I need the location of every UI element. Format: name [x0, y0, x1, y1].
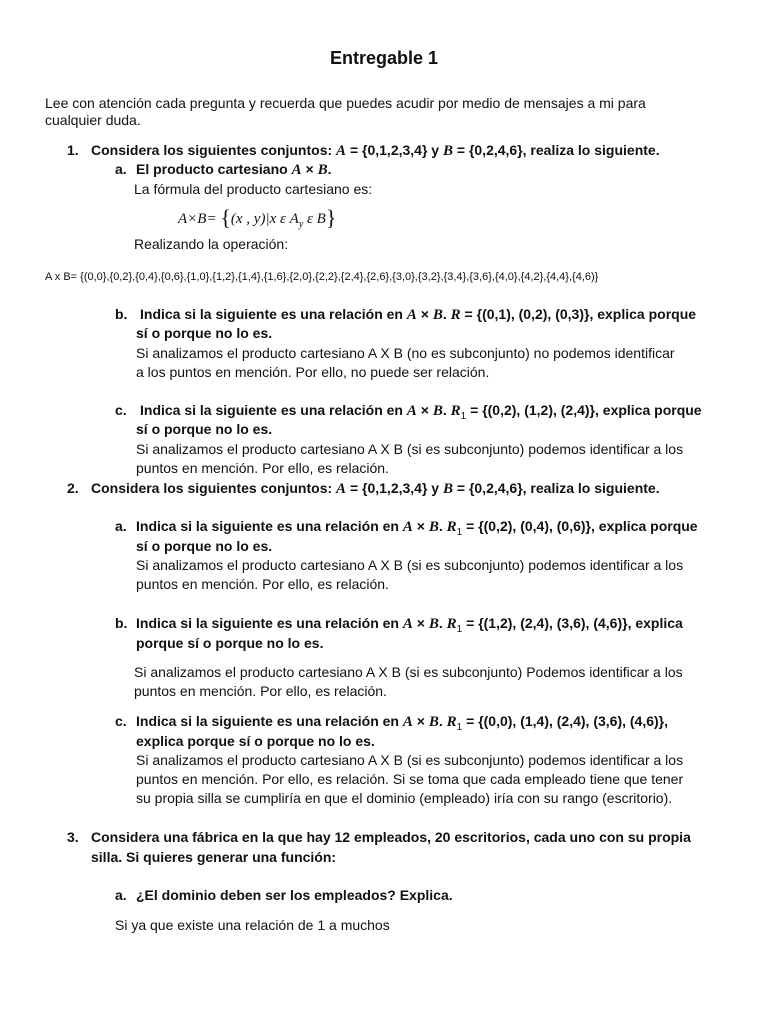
q1b-letter: b.	[115, 306, 128, 322]
q2b-answer-line-2: puntos en mención. Por ello, es relación.	[134, 683, 387, 699]
q1c-letter: c.	[115, 402, 127, 418]
q2c-answer-line-3: su propia silla se cumpliría en que el dominio (empleado) iría con su rango (escritorio).	[136, 790, 673, 806]
q1b-heading-line-2: sí o porque no lo es.	[136, 325, 273, 341]
intro-line-1: Lee con atención cada pregunta y recuerda que puedes acudir por medio de mensajes a mi para	[45, 95, 646, 111]
q1a-letter: a.	[115, 161, 127, 177]
q2a-heading-line-2: sí o porque no lo es.	[136, 538, 273, 554]
q1a-operation-label: Realizando la operación:	[134, 236, 289, 252]
q3-number: 3.	[67, 829, 79, 845]
q2a-answer-line-1: Si analizamos el producto cartesiano A X B (si es subconjunto) podemos identificar a los	[136, 557, 684, 573]
q2-number: 2.	[67, 480, 79, 496]
q2b-answer-line-1: Si analizamos el producto cartesiano A X B (si es subconjunto) Podemos identificar a los	[134, 664, 683, 680]
q3a-heading: ¿El dominio deben ser los empleados? Explica.	[136, 887, 453, 903]
q2a-heading: Indica si la siguiente es una relación en A × B. $R_1 = \{(0,2)$, (0,4), (0,6)}, explica porque	[136, 518, 698, 538]
q1c-heading-line-2: sí o porque no lo es.	[136, 421, 273, 437]
q1c-heading: Indica si la siguiente es una relación en A × B. $R_1 = \{(0,2)$, (1,2), (2,4)}, explica porque	[140, 402, 702, 422]
cartesian-product-formula: A×B= {(x , y)|x ε $A_y$ ε B}	[178, 205, 337, 230]
q1b-heading: Indica si la siguiente es una relación en A × B. R = {(0,1), (0,2), (0,3)}, explica porque	[140, 306, 697, 323]
q2c-heading-line-2: explica porque sí o porque no lo es.	[136, 733, 375, 749]
q2a-letter: a.	[115, 518, 127, 534]
q1a-formula-intro: La fórmula del producto cartesiano es:	[134, 181, 373, 197]
document-title: Entregable 1	[329, 48, 439, 68]
q1a-heading: El producto cartesiano A × B.	[136, 161, 332, 178]
q3-heading-line-1: Considera una fábrica en la que hay 12 empleados, 20 escritorios, cada uno con su propia	[91, 829, 691, 845]
q1b-answer-line-2: a los puntos en mención. Por ello, no puede ser relación.	[136, 364, 490, 380]
q2-heading: Considera los siguientes conjuntos: A = {0,1,2,3,4} y B = {0,2,4,6}, realiza lo siguiente.	[91, 480, 660, 497]
q1c-answer-line-2: puntos en mención. Por ello, es relación.	[136, 460, 389, 476]
q1b-answer-line-1: Si analizamos el producto cartesiano A X B (no es subconjunto) no podemos identificar	[136, 345, 675, 361]
q3-heading-line-2: silla. Si quieres generar una función:	[91, 849, 337, 865]
q3a-answer: Si ya que existe una relación de 1 a muchos	[115, 917, 390, 933]
q2c-answer-line-1: Si analizamos el producto cartesiano A X B (si es subconjunto) podemos identificar a los	[136, 752, 684, 768]
q2b-heading-line-2: porque sí o porque no lo es.	[136, 635, 324, 651]
q1c-answer-line-1: Si analizamos el producto cartesiano A X B (si es subconjunto) podemos identificar a los	[136, 441, 684, 457]
q2a-answer-line-2: puntos en mención. Por ello, es relación.	[136, 576, 389, 592]
q2c-heading: Indica si la siguiente es una relación en A × B. $R_1 = \{(0,0)$, (1,4), (2,4), (3,6), (4,6)},	[136, 713, 669, 733]
intro-line-2: cualquier duda.	[45, 112, 141, 128]
q1-number: 1.	[67, 142, 79, 158]
q2c-letter: c.	[115, 713, 127, 729]
q3a-letter: a.	[115, 887, 127, 903]
q2b-letter: b.	[115, 615, 128, 631]
q2c-answer-line-2: puntos en mención. Por ello, es relación. Si se toma que cada empleado tiene que tener	[136, 771, 684, 787]
q1a-result: A x B= {(0,0},{0,2},{0,4},{0,6},{1,0},{1,2},{1,4},{1,6},{2,0},{2,2},{2,4},{2,6},{3,0},{3,2},{3,4},{3,6},{4,0},{4,2},{4,4},{4,6)}	[45, 271, 599, 283]
q2b-heading: Indica si la siguiente es una relación en A × B. $R_1 = \{(1,2)$, (2,4), (3,6), (4,6)}, explica	[136, 615, 683, 635]
q1-heading: Considera los siguientes conjuntos: A = {0,1,2,3,4} y B = {0,2,4,6}, realiza lo siguiente.	[91, 142, 660, 159]
